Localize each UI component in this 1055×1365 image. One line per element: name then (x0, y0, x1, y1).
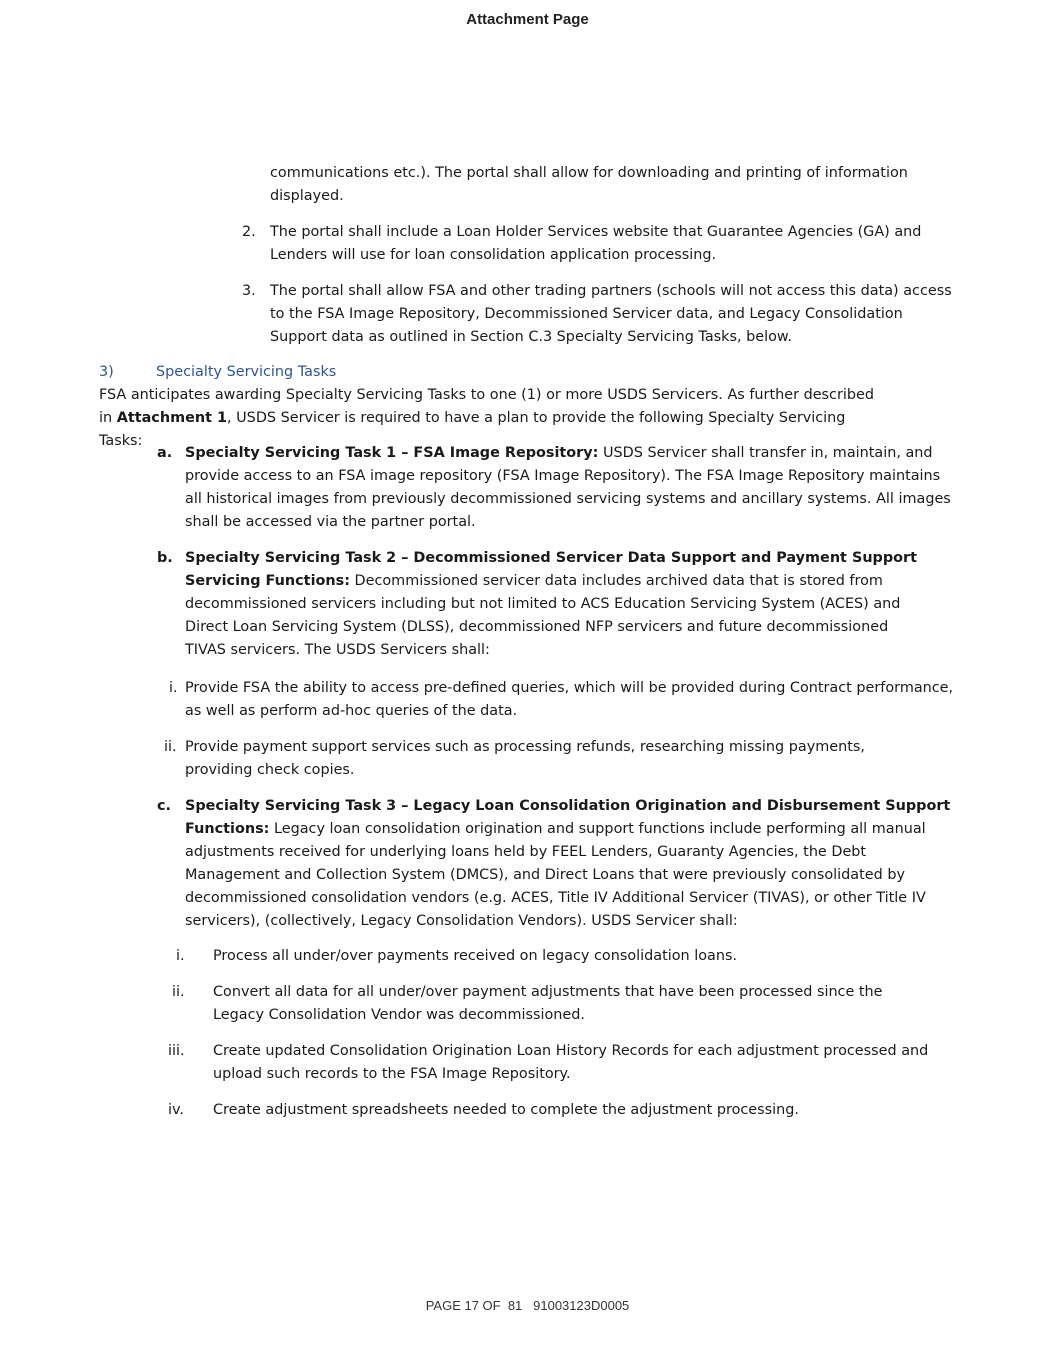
subitem-text: Create updated Consolidation Origination Loan History Records for each adjustment processed and upload such records to the FSA Image Repository. (213, 1043, 929, 1082)
list-item-continuation: communications etc.). The portal shall allow for downloading and printing of information displayed. (270, 165, 908, 204)
task-paragraph (185, 795, 960, 933)
subitem-text: Convert all data for all under/over payment adjustments that have been processed since the Legacy Consolidation Vendor was decommissioned. (213, 984, 883, 1023)
list-item-number: 3. (242, 283, 256, 299)
page-number: PAGE 17 OF 81 (425, 1298, 523, 1313)
subitem-text: Provide FSA the ability to access pre-defined queries, which will be provided during Contract performance, as well as perform ad-hoc queries of the data. (185, 680, 954, 719)
subitem-text: Process all under/over payments received on legacy consolidation loans. (213, 948, 738, 964)
task-text: USDS Servicer shall transfer in, maintain, and provide access to an FSA image repository (FSA Image Repository). The FSA Image Repository maintains all historical images from previously decommissioned servicing systems and ancillary systems. All images shall be accessed via the partner portal. (185, 445, 951, 530)
subitem-number: i. (169, 680, 178, 696)
task-paragraph (185, 442, 955, 534)
task-title: Specialty Servicing Task 2 – Decommissioned Servicer Data Support and Payment Support Servicing Functions: (185, 550, 918, 589)
section-number: 3) (99, 364, 114, 380)
intro-text: FSA anticipates awarding Specialty Servicing Tasks to one (1) or more USDS Servicers. As further described in (99, 387, 875, 426)
page-footer (0, 1298, 1055, 1313)
page-header-title: Attachment Page (466, 11, 589, 28)
task-title: Specialty Servicing Task 1 – FSA Image Repository: (185, 445, 599, 461)
task-title: Specialty Servicing Task 3 – Legacy Loan Consolidation Origination and Disbursement Support Functions: (185, 798, 951, 837)
task-letter: a. (157, 445, 173, 461)
intro-bold-reference: Attachment 1 (116, 410, 227, 426)
list-item-number: 2. (242, 224, 256, 240)
subitem-text: Create adjustment spreadsheets needed to complete the adjustment processing. (213, 1102, 799, 1118)
list-item-text: The portal shall include a Loan Holder Services website that Guarantee Agencies (GA) and Lenders will use for loan consolidation application processing. (270, 224, 922, 263)
task-paragraph (185, 547, 925, 662)
task-text: Legacy loan consolidation origination and support functions include performing all manual adjustments received for underlying loans held by FEEL Lenders, Guaranty Agencies, the Debt Management and Collection System (DMCS), and Direct Loans that were previously consolidated by decommissioned consolidation vendors (e.g. ACES, Title IV Additional Servicer (TIVAS), or other Title IV servicers), (collectively, Legacy Consolidation Vendors). USDS Servicer shall: (185, 821, 926, 929)
document-id: 91003123D0005 (533, 1298, 630, 1313)
subitem-number: ii. (164, 739, 177, 755)
subitem-number: iv. (168, 1102, 184, 1118)
subitem-number: i. (176, 948, 185, 964)
task-letter: c. (157, 798, 171, 814)
task-text: Decommissioned servicer data includes archived data that is stored from decommissioned servicers including but not limited to ACS Education Servicing System (ACES) and Direct Loan Servicing System (DLSS), decommissioned NFP servicers and future decommissioned TIVAS servicers. The USDS Servicers shall: (185, 573, 901, 658)
list-item-text: The portal shall allow FSA and other trading partners (schools will not access this data) access to the FSA Image Repository, Decommissioned Servicer data, and Legacy Consolidation Support data as outlined in Section C.3 Specialty Servicing Tasks, below. (270, 283, 952, 345)
subitem-number: iii. (168, 1043, 185, 1059)
intro-text: , USDS Servicer is required to have a plan to provide the following Specialty Servicing Tasks: (99, 410, 846, 449)
subitem-number: ii. (172, 984, 185, 1000)
section-title: Specialty Servicing Tasks (156, 364, 337, 380)
task-letter: b. (157, 550, 173, 566)
subitem-text: Provide payment support services such as processing refunds, researching missing payments, providing check copies. (185, 739, 865, 778)
